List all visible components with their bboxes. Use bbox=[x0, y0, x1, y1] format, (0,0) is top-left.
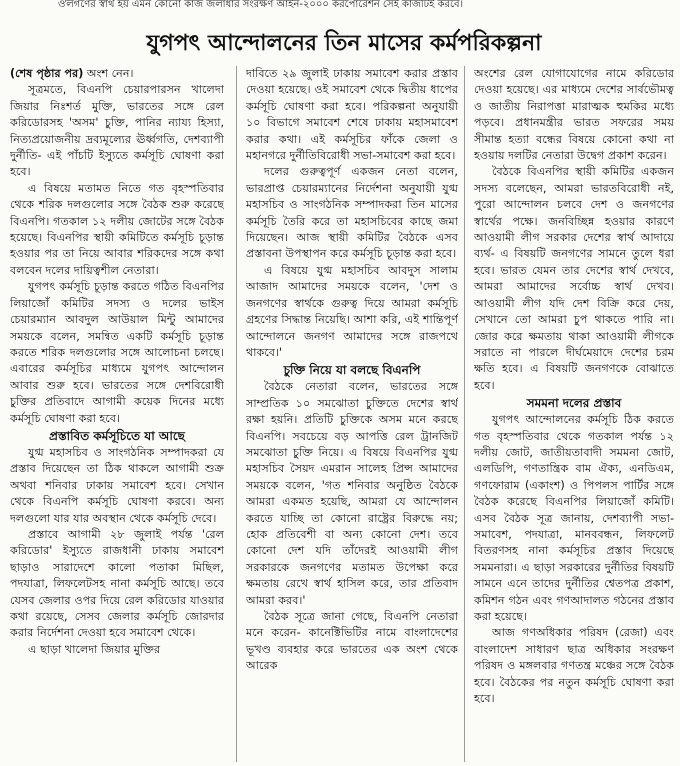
paragraph: দলের গুরুত্বপূর্ণ একজন নেতা বলেন, ভারপ্রাপ্ত চেয়ারম্যানের নির্দেশনা অনুযায়ী যুগ্ম মহাসচিব ও সাংগঠনিক সম্পাদকরা তিন মাসের কর্মসূচি তৈরি করে তা মহাসচিবের কাছে জমা দিয়েছেন। আজ স্থায়ী কমিটির বৈঠকে এসব প্রস্তাবনা উপস্থাপন করে কর্মসূচি চূড়ান্ত করা হবে। bbox=[246, 165, 458, 261]
paragraph: সূত্রমতে, বিএনপি চেয়ারপারসন খালেদা জিয়ার নিঃশর্ত মুক্তি, ভারতের সঙ্গে রেল করিডোরসহ 'অসম' চুক্তি, পানির ন্যায্য হিস্যা, নিত্যপ্রয়োজনীয় দ্রব্যমূল্যের ঊর্ধ্বগতি, দেশব্যাপী দুর্নীতি- এই পাঁচটি ইস্যুতে কর্মসূচি ঘোষণা করা হবে। bbox=[10, 83, 224, 179]
subheading: সমমনা দলের প্রস্তাব bbox=[526, 396, 622, 411]
column-rule bbox=[464, 66, 465, 762]
paragraph: (শেষ পৃষ্ঠার পর) অংশ নেন। bbox=[10, 67, 134, 80]
paragraph: এ বিষয়ে মতামত নিতে গত বৃহস্পতিবার থেকে শরিক দলগুলোর সঙ্গে বৈঠক শুরু করেছে বিএনপি। গতকাল ১২ দলীয় জোটের সঙ্গে বৈঠক হয়েছে। বিএনপির স্থায়ী কমিটিতে কর্মসূচি চূড়ান্ত হওয়ার পর তা নিয়ে আবার শরিকদের সঙ্গে কথা বলবেন দলের দায়িত্বশীল নেতারা। bbox=[10, 181, 224, 277]
paragraph: অংশের রেল যোগাযোগের নামে করিডোর দেওয়া হয়েছে। এর মাধ্যমে দেশের সার্বভৌমত্ব ও জাতীয় নিরাপত্তা মারাত্মক হুমকির মধ্যে পড়বে। প্রধানমন্ত্রীর ভারত সফরের সময় সীমান্ত হত্যা বন্ধের বিষয়ে কোনো কথা না হওয়ায় দলটির নেতারা উদ্বেগ প্রকাশ করেন। bbox=[474, 67, 674, 163]
paragraph: দাবিতে ২৯ জুলাই ঢাকায় সমাবেশ করার প্রস্তাব দেওয়া হয়েছে। ওই সমাবেশ থেকে দ্বিতীয় ধাপের কর্মসূচি ঘোষণা করা হবে। পরিকল্পনা অনুযায়ী ১০ বিভাগে সমাবেশ শেষে ঢাকায় মহাসমাবেশ করার কথা। এই কর্মসূচির ফাঁকে জেলা ও মহানগরে দুর্নীতিবিরোধী সভা-সমাবেশ করা হবে। bbox=[246, 67, 458, 163]
paragraph: বৈঠকে বিএনপির স্থায়ী কমিটির একজন সদস্য বলেছেন, আমরা ভারতবিরোধী নই, পুরো আন্দোলন চলবে দেশ ও জনগণের স্বার্থের পক্ষে। জনবিচ্ছিন্ন হওয়ার কারণে আওয়ামী লীগ সরকার দেশের স্বার্থ আদায়ে ব্যর্থ- এ বিষয়টি জনগণের সামনে তুলে ধরা হবে। ভারত যেমন তার দেশের স্বার্থ দেখবে, আমরা আমাদের সর্বোচ্চ স্বার্থ দেখব। আওয়ামী লীগ যদি দেশ বিক্রি করে দেয়, সেখানে তো আমরা চুপ থাকতে পারি না। জোর করে ক্ষমতায় থাকা আওয়ামী লীগকে সরাতে না পারলে দীর্ঘমেয়াদে দেশের চরম ক্ষতি হবে। এ বিষয়টি জনগণকে বোঝাতে হবে। bbox=[474, 165, 674, 392]
paragraph: এ বিষয়ে যুগ্ম মহাসচিব আবদুস সালাম আজাদ আমাদের সময়কে বলেন, 'দেশ ও জনগণের স্বার্থকে গুরুত্ব দিয়ে আমরা কর্মসূচি গ্রহণের সিদ্ধান্ত নিয়েছি। আশা করি, এই শান্তিপূর্ণ আন্দোলনে জনগণ আমাদের সঙ্গে রাজপথে থাকবে।' bbox=[246, 263, 458, 359]
subheading: চুক্তি নিয়ে যা বলছে বিএনপি bbox=[283, 363, 421, 378]
paragraph: যুগ্ম মহাসচিব ও সাংগঠনিক সম্পাদকরা যে প্রস্তাব দিয়েছেন তা ঠিক থাকলে আগামী শুক্র অথবা শনিবার ঢাকায় সমাবেশ হবে। সেখান থেকে বিএনপি কর্মসূচি ঘোষণা করবে। অন্য দলগুলো যার যার অবস্থান থেকে কর্মসূচি দেবে। bbox=[10, 445, 224, 525]
continuation-label: (শেষ পৃষ্ঠার পর) bbox=[10, 67, 84, 80]
paragraph: বৈঠকে নেতারা বলেন, ভারতের সঙ্গে সাম্প্রতিক ১০ সমঝোতা চুক্তিতে দেশের স্বার্থ রক্ষা হয়নি। প্রতিটি চুক্তিকে অসম মনে করছে বিএনপি। সবচেয়ে বড় আপত্তি রেল ট্রানজিট সমঝোতা চুক্তি নিয়ে। এ বিষয়ে বিএনপির যুগ্ম মহাসচিব সৈয়দ এমরান সালেহ প্রিন্স আমাদের সময়কে বলেন, 'গত শনিবার অনুষ্ঠিত বৈঠকে আমরা একমত হয়েছি, আমরা যে আন্দোলন করতে যাচ্ছি তা কোনো রাষ্ট্রের বিরুদ্ধে নয়; হোক প্রতিবেশী বা অন্য কোনো দেশ। তবে কোনো দেশ যদি তাঁদেরই আওয়ামী লীগ সরকারকে জনগণের মতামত উপেক্ষা করে ক্ষমতায় রেখে স্বার্থ হাসিল করে, তার প্রতিবাদ আমরা করব।' bbox=[246, 380, 458, 607]
paragraph: প্রস্তাবে আগামী ২৮ জুলাই পর্যন্ত 'রেল করিডোর' ইস্যুতে রাজধানী ঢাকায় সমাবেশ ছাড়াও সারাদেশে কালো পতাকা মিছিল, পদযাত্রা, লিফলেটসহ নানা কর্মসূচি আছে। তবে যেসব জেলার ওপর দিয়ে রেল করিডোর যাওয়ার কথা রয়েছে, সেসব জেলার কর্মসূচি জোরদার করার নির্দেশনা দেওয়া হবে সমাবেশ থেকে। bbox=[10, 527, 224, 640]
paragraph: যুগপৎ আন্দোলনের কর্মসূচি ঠিক করতে গত বৃহস্পতিবার থেকে গতকাল পর্যন্ত ১২ দলীয় জোট, জাতীয়তাবাদী সমমনা জোট, এলডিপি, গণতান্ত্রিক বাম ঐক্য, এনডিএম, গণফোরাম (একাংশ) ও পিপলস পার্টির সঙ্গে বৈঠক করেছে বিএনপির লিয়াজোঁ কমিটি। এসব বৈঠক সূত্র জানায়, দেশব্যাপী সভা-সমাবেশ, পদযাত্রা, মানববন্ধন, লিফলেট বিতরণসহ নানা কর্মসূচির প্রস্তাব দিয়েছে সমমনারা। এ ছাড়া সরকারের দুর্নীতির বিষয়টি সামনে এনে তাদের দুর্নীতির শ্বেতপত্র প্রকাশ, কমিশন গঠন এবং গণআদালত গঠনের প্রস্তাব করা হয়েছে। bbox=[474, 413, 674, 623]
previous-article-strip: ঔলগণের স্বার্থ হয় এমন কোনো কাজ জলাধার সংরক্ষণ আইন-২০০০ করপোরেশন সেই কাজটিই করবে। bbox=[58, 0, 464, 10]
subheading: প্রস্তাবিত কর্মসূচিতে যা আছে bbox=[49, 428, 185, 443]
paragraph: বৈঠক সূত্রে জানা গেছে, বিএনপি নেতারা মনে করেন- কানেক্টিভিটির নামে বাংলাদেশের ভূখণ্ড ব্যবহার করে ভারতের এক অংশ থেকে আরেক bbox=[246, 610, 458, 673]
paragraph: যুগপৎ কর্মসূচি চূড়ান্ত করতে গঠিত বিএনপির লিয়াজোঁ কমিটির সদস্য ও দলের ভাইস চেয়ারম্যান আবদুল আউয়াল মিন্টু আমাদের সময়কে বলেন, সমন্বিত একটি কর্মসূচি চূড়ান্ত করতে শরিক দলগুলোর সঙ্গে আলোচনা চলছে। এবারের কর্মসূচির মাধ্যমে যুগপৎ আন্দোলন আবার শুরু হবে। ভারতের সঙ্গে দেশবিরোধী চুক্তির প্রতিবাদে আগামী কয়েক দিনের মধ্যে কর্মসূচি ঘোষণা করা হবে। bbox=[10, 280, 224, 425]
column-3 bbox=[474, 66, 674, 762]
column-rule bbox=[236, 66, 237, 762]
column-1 bbox=[10, 66, 224, 762]
paragraph: আজ গণঅধিকার পরিষদ (রেজা) এবং বাংলাদেশ সাধারণ ছাত্র অধিকার সংরক্ষণ পরিষদ ও মঙ্গলবার গণতন্ত্র মঞ্চের সঙ্গে বৈঠক হবে। বৈঠকের পর নতুন কর্মসূচি ঘোষণা করা হবে। bbox=[474, 626, 674, 706]
left-margin-fragment bbox=[0, 14, 6, 766]
paragraph: এ ছাড়া খালেদা জিয়ার মুক্তির bbox=[28, 642, 161, 656]
column-2 bbox=[246, 66, 458, 762]
headline: যুগপৎ আন্দোলনের তিন মাসের কর্মপরিকল্পনা bbox=[146, 30, 542, 56]
